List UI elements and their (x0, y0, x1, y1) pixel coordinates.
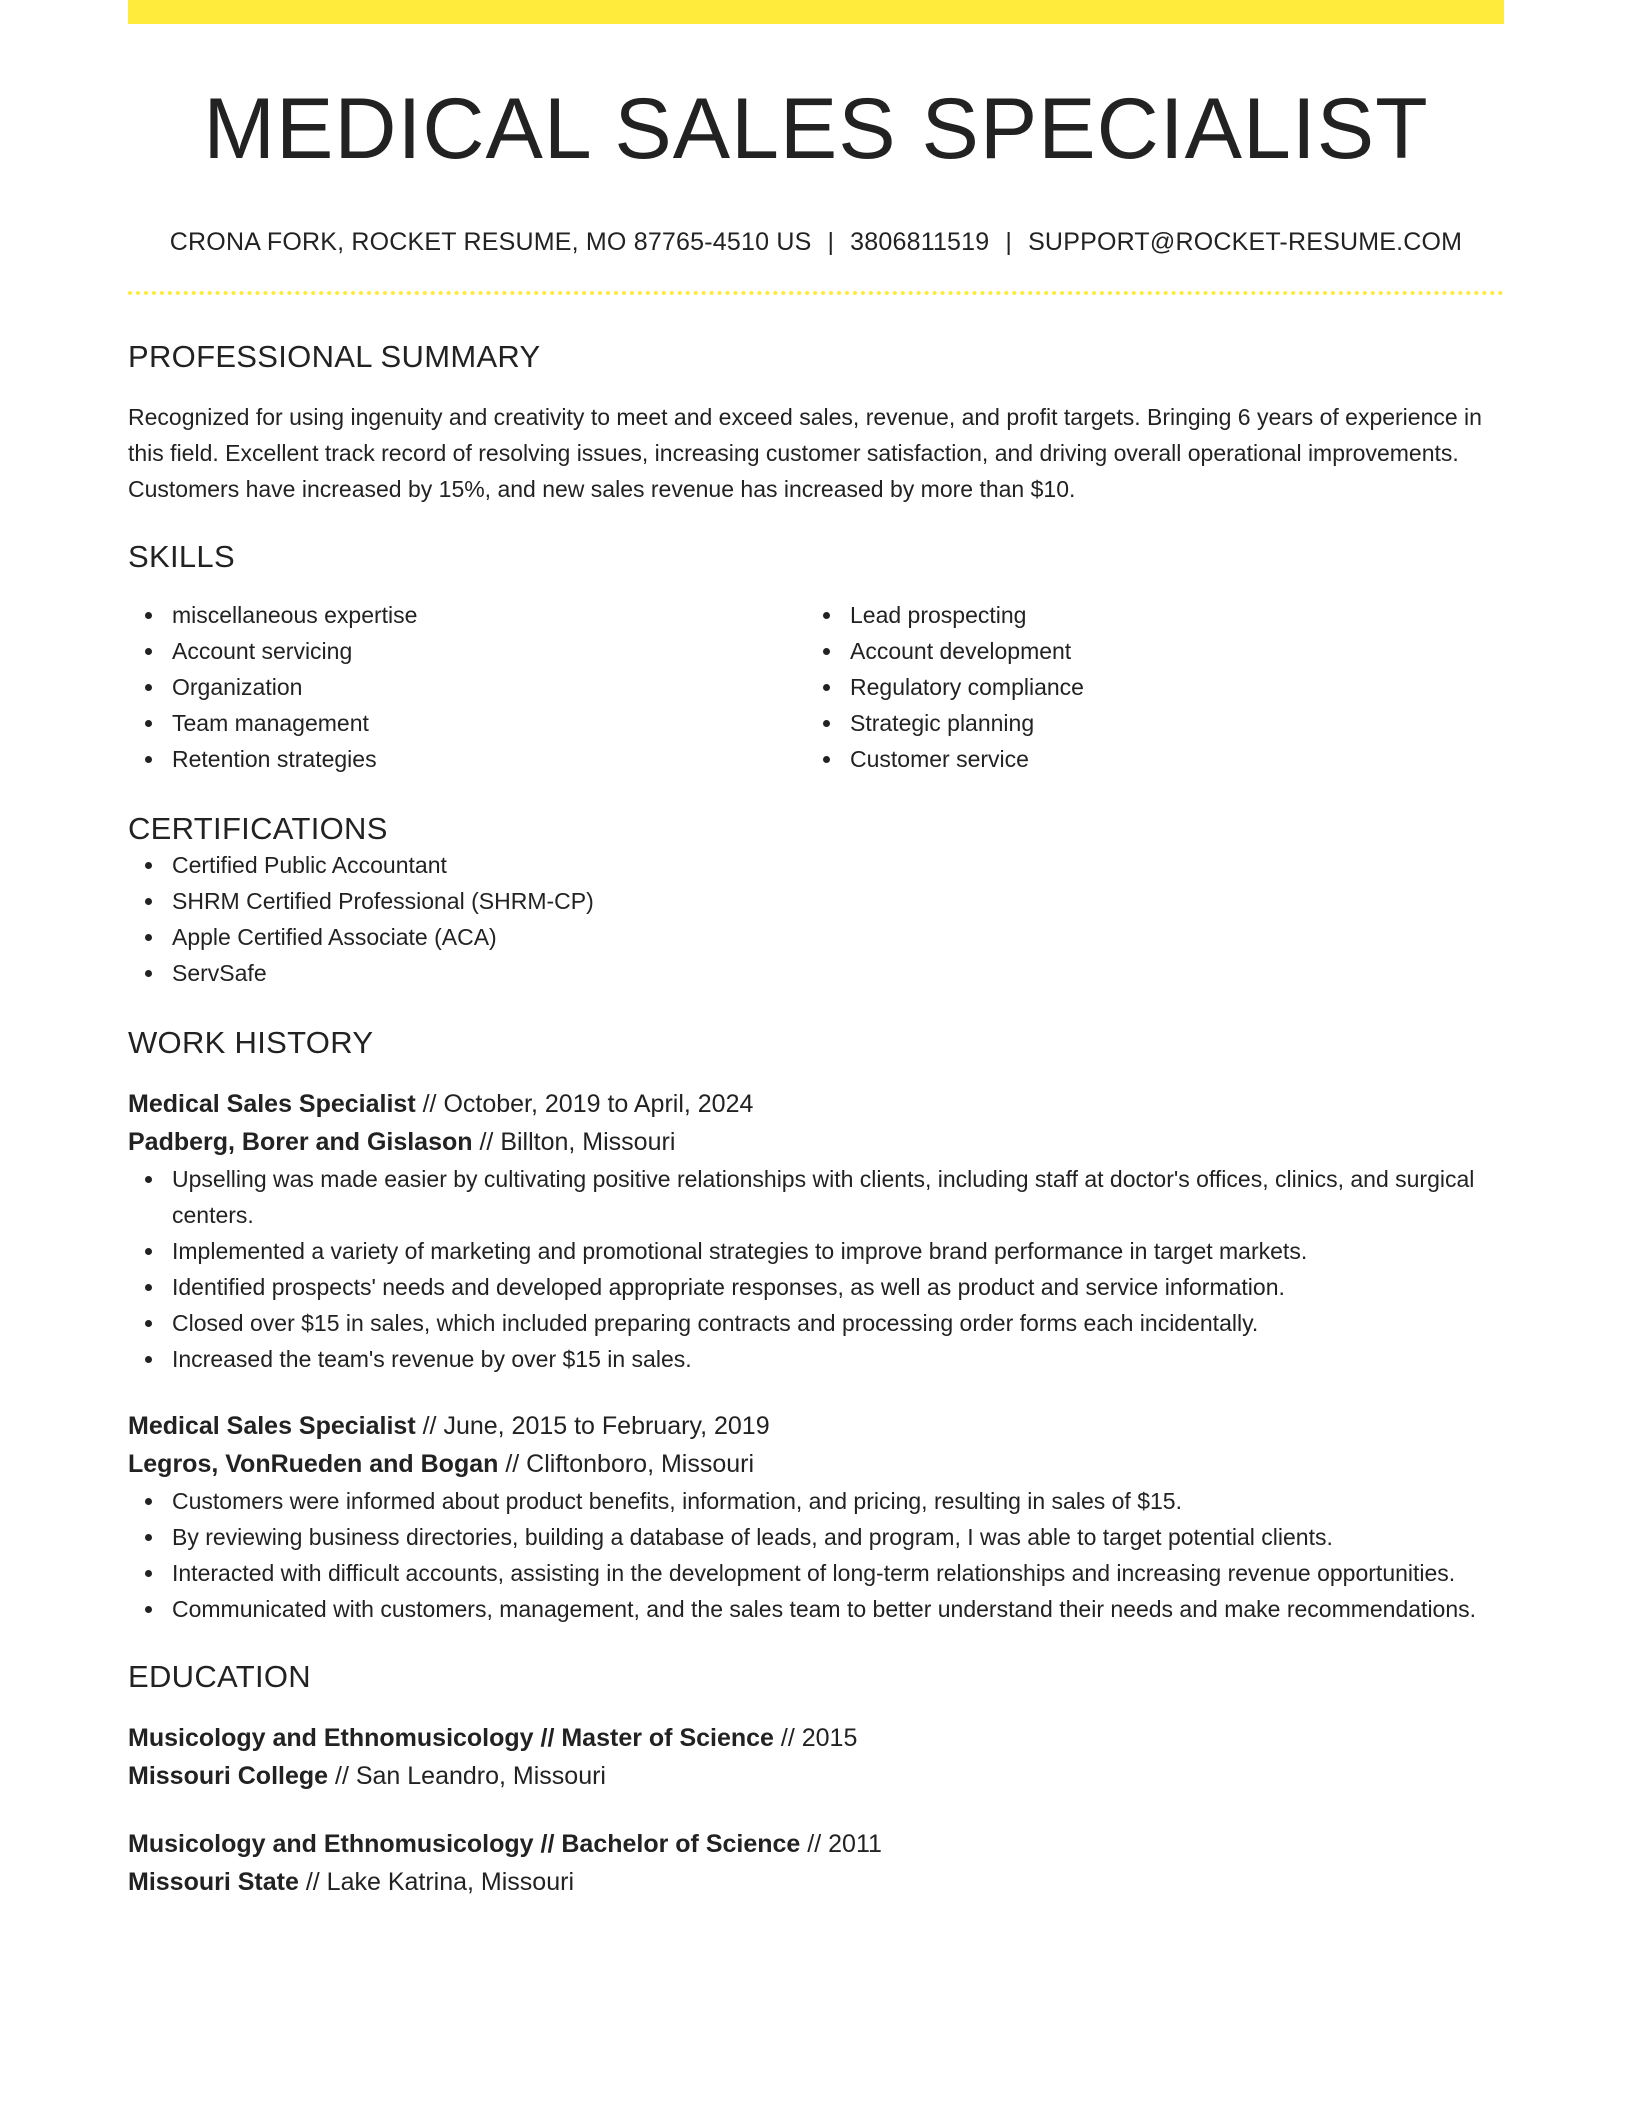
education-degree: Musicology and Ethnomusicology // Bachelor of Science (128, 1829, 801, 1858)
skill-item: Organization (128, 669, 806, 705)
skills-list-left (128, 597, 806, 777)
job-role: Medical Sales Specialist (128, 1089, 416, 1118)
skill-item: Strategic planning (806, 705, 1484, 741)
job-bullet: Communicated with customers, management, and the sales team to better understand their needs and make recommendations. (128, 1591, 1504, 1627)
education-degree-line (128, 1825, 1504, 1863)
education-school-line (128, 1863, 1504, 1901)
job-role: Medical Sales Specialist (128, 1411, 416, 1440)
skills-column-right (806, 597, 1484, 777)
resume-title: MEDICAL SALES SPECIALIST (203, 81, 1429, 177)
contact-separator: | (827, 227, 835, 256)
education-location: // Lake Katrina, Missouri (305, 1867, 574, 1896)
contact-address: CRONA FORK, ROCKET RESUME, MO 87765-4510 US (169, 227, 812, 256)
skills-column-left (128, 597, 806, 777)
skills-list-right (806, 597, 1484, 777)
education-school: Missouri College (128, 1761, 329, 1790)
certification-item: Apple Certified Associate (ACA) (128, 919, 1504, 955)
job-company: Legros, VonRueden and Bogan (128, 1449, 499, 1478)
dotted-divider (128, 291, 1504, 295)
education-school: Missouri State (128, 1867, 299, 1896)
job-bullet: Implemented a variety of marketing and promotional strategies to improve brand performance in target markets. (128, 1233, 1504, 1269)
skill-item: Regulatory compliance (806, 669, 1484, 705)
job-dates: // October, 2019 to April, 2024 (422, 1089, 754, 1118)
job-bullet: Interacted with difficult accounts, assisting in the development of long-term relationships and increasing revenue opportunities. (128, 1555, 1504, 1591)
certification-item: ServSafe (128, 955, 1504, 991)
resume-page (128, 0, 1504, 1901)
certification-item: SHRM Certified Professional (SHRM-CP) (128, 883, 1504, 919)
contact-email[interactable]: SUPPORT@ROCKET-RESUME.COM (1028, 227, 1463, 256)
job-company-line (128, 1445, 1504, 1483)
skill-item: Retention strategies (128, 741, 806, 777)
education-degree: Musicology and Ethnomusicology // Master of Science (128, 1723, 774, 1752)
job-company-line (128, 1123, 1504, 1161)
job-bullet: Closed over $15 in sales, which included preparing contracts and processing order forms each incidentally. (128, 1305, 1504, 1341)
skill-item: miscellaneous expertise (128, 597, 806, 633)
job-bullet: Identified prospects' needs and developed appropriate responses, as well as product and service information. (128, 1269, 1504, 1305)
job-bullet: Increased the team's revenue by over $15 in sales. (128, 1341, 1504, 1377)
accent-top-bar (128, 0, 1504, 24)
skill-item: Team management (128, 705, 806, 741)
work-history-heading: WORK HISTORY (128, 1024, 374, 1060)
summary-text: Recognized for using ingenuity and creativity to meet and exceed sales, revenue, and profit targets. Bringing 6 years of experience in this field. Excellent track record of resolving issues, increasing customer satisfaction, and driving overall operational improvements. Customers have increased by 15%, and new sales revenue has increased by more than $10. (128, 403, 1482, 502)
job-bullets (128, 1483, 1504, 1627)
job-company: Padberg, Borer and Gislason (128, 1127, 473, 1156)
skills-heading: SKILLS (128, 538, 235, 574)
certification-item: Certified Public Accountant (128, 847, 1504, 883)
contact-phone: 3806811519 (850, 227, 990, 256)
skills-grid (128, 597, 1504, 777)
contact-line (128, 227, 1504, 257)
education-year: // 2011 (807, 1829, 882, 1858)
certifications-heading: CERTIFICATIONS (128, 810, 388, 846)
skill-item: Customer service (806, 741, 1484, 777)
certifications-list (128, 847, 1504, 991)
job-location: // Billton, Missouri (479, 1127, 676, 1156)
job-role-line (128, 1407, 1504, 1445)
skill-item: Account servicing (128, 633, 806, 669)
education-school-line (128, 1757, 1504, 1795)
contact-separator: | (1005, 227, 1013, 256)
education-degree-line (128, 1719, 1504, 1757)
job-role-line (128, 1085, 1504, 1123)
education-year: // 2015 (780, 1723, 858, 1752)
job-bullet: Upselling was made easier by cultivating positive relationships with clients, including staff at doctor's offices, clinics, and surgical centers. (128, 1161, 1504, 1233)
job-bullet: Customers were informed about product benefits, information, and pricing, resulting in sales of $15. (128, 1483, 1504, 1519)
job-bullets (128, 1161, 1504, 1377)
job-bullet: By reviewing business directories, building a database of leads, and program, I was able to target potential clients. (128, 1519, 1504, 1555)
job-location: // Cliftonboro, Missouri (505, 1449, 755, 1478)
skill-item: Account development (806, 633, 1484, 669)
education-heading: EDUCATION (128, 1658, 311, 1694)
summary-heading: PROFESSIONAL SUMMARY (128, 338, 541, 374)
education-location: // San Leandro, Missouri (335, 1761, 606, 1790)
skill-item: Lead prospecting (806, 597, 1484, 633)
job-dates: // June, 2015 to February, 2019 (422, 1411, 770, 1440)
